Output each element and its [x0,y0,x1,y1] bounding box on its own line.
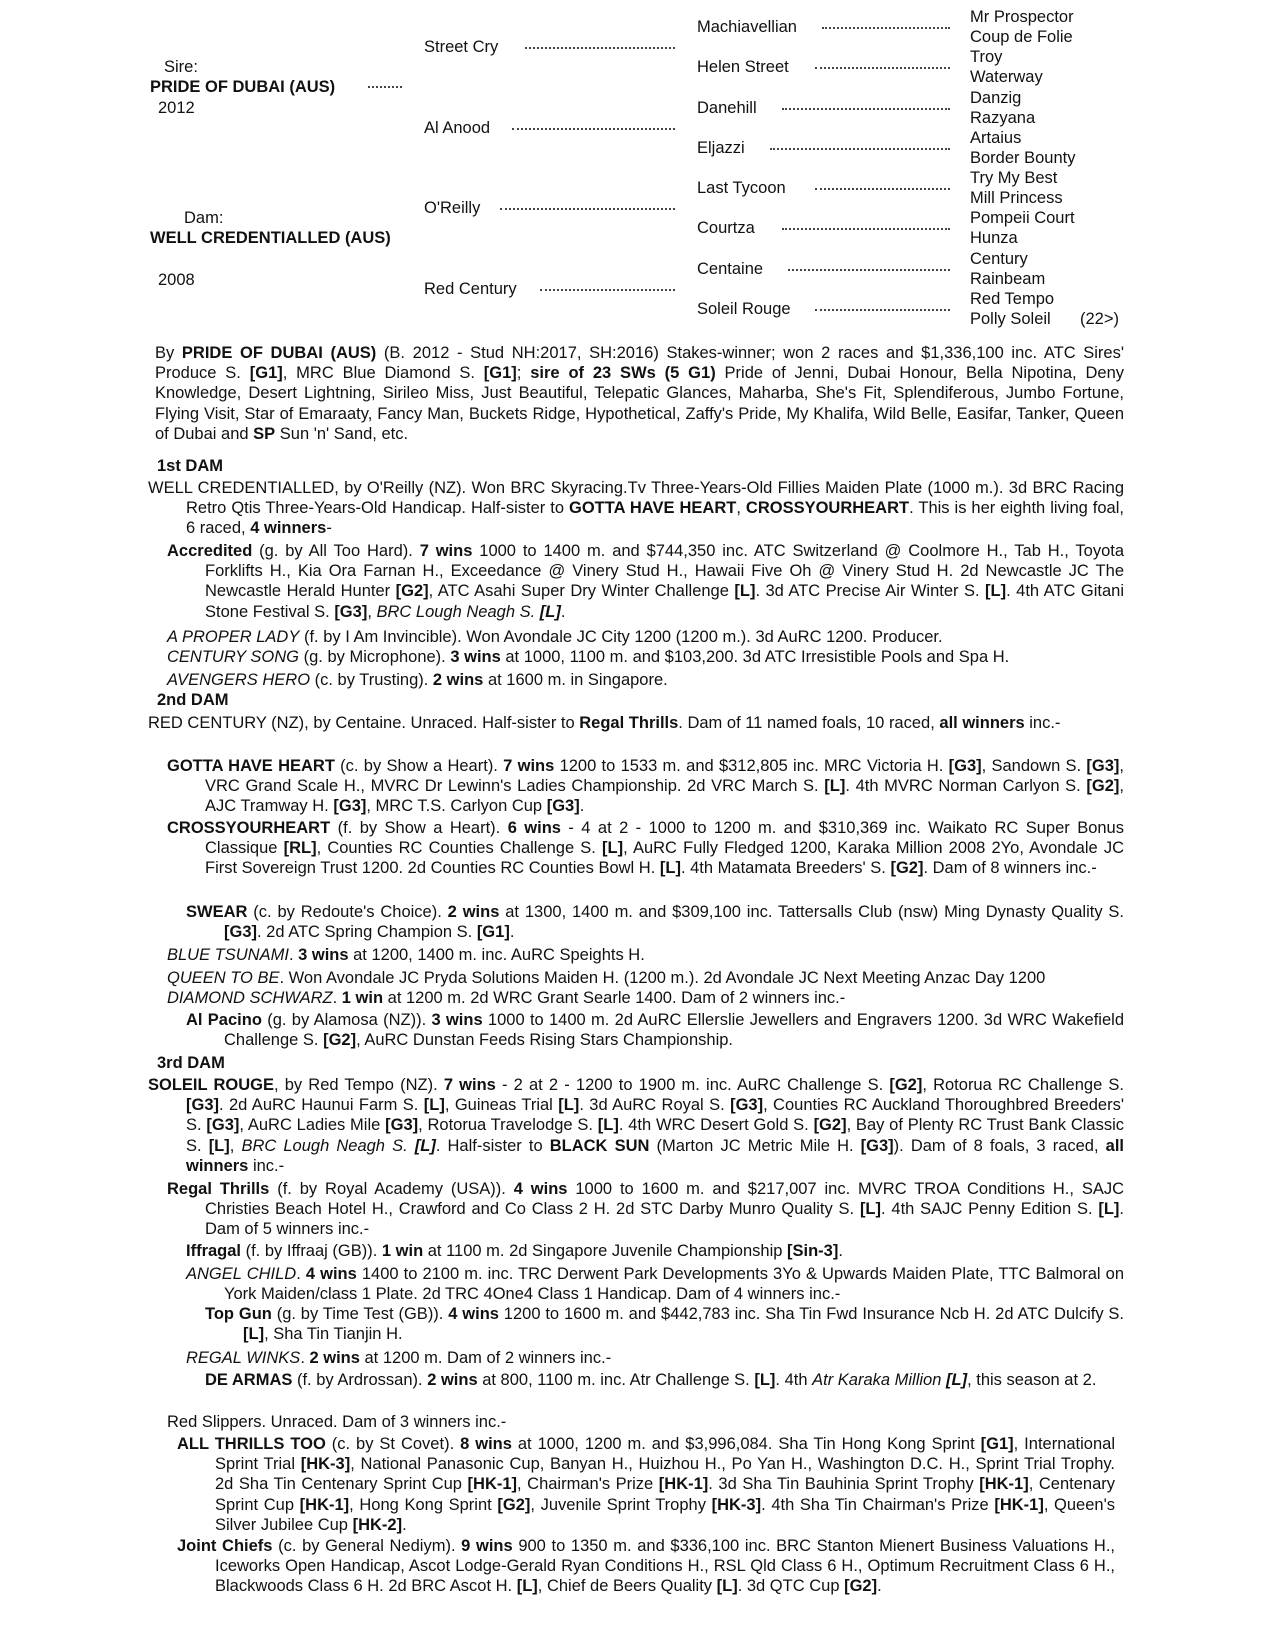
gen4-2: Coup de Folie [970,28,1073,46]
gen3-2: Helen Street [697,58,789,76]
gen2-connector [512,128,675,130]
gen3-1: Machiavellian [697,18,797,36]
sire-label: Sire: [164,58,198,76]
entry-regal-thrills: Regal Thrills (f. by Royal Academy (USA)). 4 wins 1000 to 1600 m. and $217,007 inc. MVRC TROA Conditions H., SAJC Christies Beach Hotel H., Crawford and Co Class 2 H. 2d STC Darby Munro Quality S. [L]. 4th SAJC Penny Edition S. [L]. Dam of 5 winners inc.- [167,1180,1125,1239]
gen2-1: Street Cry [424,38,499,56]
sire-name: PRIDE OF DUBAI (AUS) [150,78,336,96]
gen3-3: Danehill [697,99,757,117]
gen3-connector [815,309,950,311]
sire-summary: By PRIDE OF DUBAI (AUS) (B. 2012 - Stud NH:2017, SH:2016) Stakes-winner; won 2 races and $1,336,100 inc. ATC Sires' Produce S. [G1], MRC Blue Diamond S. [G1]; sire of 23 SWs (5 G1) Pride of Jenni, Dubai Honour, Bella Nipotina, Deny Knowledge, Desert Lightning, Sirileo Miss, Just Beautiful, Telepatic Glances, Maharba, She's Fit, Splendiferous, Jumbo Fortune, Flying Visit, Star of Emaraaty, Fancy Man, Buckets Ridge, Hypothetical, Zaffy's Pride, My Khalifa, Wild Belle, Easifar, Tanker, Queen of Dubai and SP Sun 'n' Sand, etc. [155,344,1125,443]
entry-red-slippers: Red Slippers. Unraced. Dam of 3 winners inc.- [167,1413,507,1431]
gen3-4: Eljazzi [697,139,745,157]
gen2-4: Red Century [424,280,517,298]
entry-al-pacino: Al Pacino (g. by Alamosa (NZ)). 3 wins 1000 to 1400 m. 2d AuRC Ellerslie Jewellers and Engravers 1200. 3d WRC Wakefield Challenge S. [G2], AuRC Dunstan Feeds Rising Stars Championship. [186,1011,1124,1050]
entry-top-gun: Top Gun (g. by Time Test (GB)). 4 wins 1200 to 1600 m. and $442,783 inc. Sha Tin Fwd Insurance Ncb H. 2d ATC Dulcify S. [L], Sha Tin Tianjin H. [205,1305,1125,1344]
entry-crossyourheart: CROSSYOURHEART (f. by Show a Heart). 6 wins - 4 at 2 - 1000 to 1200 m. and $310,369 inc. Waikato RC Super Bonus Classique [RL], Counties RC Counties Challenge S. [L], AuRC Fully Fledged 1200, Karaka Million 2008 2Yo, Avondale JC First Sovereign Trust 1200. 2d Counties RC Counties Bowl H. [L]. 4th Matamata Breeders' S. [G2]. Dam of 8 winners inc.- [167,819,1124,878]
dam-name: WELL CREDENTIALLED (AUS) [150,229,391,247]
gen3-6: Courtza [697,219,755,237]
gen2-connector [540,289,675,291]
entry-gotta-have-heart: GOTTA HAVE HEART (c. by Show a Heart). 7 wins 1200 to 1533 m. and $312,805 inc. MRC Victoria H. [G3], Sandown S. [G3], VRC Grand Scale H., MVRC Dr Lewinn's Ladies Championship. 2d VRC March S. [L]. 4th MVRC Norman Carlyon S. [G2], AJC Tramway H. [G3], MRC T.S. Carlyon Cup [G3]. [167,757,1124,816]
dam-year: 2008 [158,271,195,289]
entry-avengers-hero: AVENGERS HERO (c. by Trusting). 2 wins at 1600 m. in Singapore. [167,671,668,689]
entry-a-proper-lady: A PROPER LADY (f. by I Am Invincible). Won Avondale JC City 1200 (1200 m.). 3d AuRC 1200. Producer. [167,628,943,646]
entry-angel-child: ANGEL CHILD. 4 wins 1400 to 2100 m. inc. TRC Derwent Park Developments 3Yo & Upwards Maiden Plate, TTC Balmoral on York Maiden/class 1 Plate. 2d TRC 4One4 Class 1 Handicap. Dam of 4 winners inc.- [186,1265,1125,1304]
gen3-connector [770,148,950,150]
entry-second-dam: RED CENTURY (NZ), by Centaine. Unraced. Half-sister to Regal Thrills. Dam of 11 named foals, 10 raced, all winners inc.- [148,714,1061,732]
gen4-16: Polly Soleil [970,310,1051,328]
gen4-9: Try My Best [970,169,1058,187]
gen4-3: Troy [970,48,1003,66]
gen3-connector [822,27,950,29]
gen3-connector [815,188,950,190]
entry-diamond-schwarz: DIAMOND SCHWARZ. 1 win at 1200 m. 2d WRC Grant Searle 1400. Dam of 2 winners inc.- [167,989,846,1007]
entry-blue-tsunami: BLUE TSUNAMI. 3 wins at 1200, 1400 m. inc. AuRC Speights H. [167,946,645,964]
gen2-2: Al Anood [424,119,491,137]
sire-connector [368,86,402,88]
gen3-connector [782,228,950,230]
entry-all-thrills-too: ALL THRILLS TOO (c. by St Covet). 8 wins at 1000, 1200 m. and $3,996,084. Sha Tin Hong Kong Sprint [G1], International Sprint Trial [HK-3], National Panasonic Cup, Banyan H., Huizhou H., Po Yan H., Washington D.C. H., Sprint Trial Trophy. 2d Sha Tin Centenary Sprint Cup [HK-1], Chairman's Prize [HK-1]. 3d Sha Tin Bauhinia Sprint Trophy [HK-1], Centenary Sprint Cup [HK-1], Hong Kong Sprint [G2], Juvenile Sprint Trophy [HK-3]. 4th Sha Tin Chairman's Prize [HK-1], Queen's Silver Jubilee Cup [HK-2]. [177,1435,1116,1534]
gen4-8: Border Bounty [970,149,1076,167]
sire-year: 2012 [158,99,195,117]
gen4-5: Danzig [970,89,1022,107]
gen2-3: O'Reilly [424,199,481,217]
gen3-7: Centaine [697,260,764,278]
gen3-connector [782,108,950,110]
entry-queen-to-be: QUEEN TO BE. Won Avondale JC Pryda Solutions Maiden H. (1200 m.). 2d Avondale JC Next Meeting Anzac Day 1200 [167,969,1046,987]
entry-first-dam: WELL CREDENTIALLED, by O'Reilly (NZ). Won BRC Skyracing.Tv Three-Years-Old Fillies Maiden Plate (1000 m.). 3d BRC Racing Retro Qtis Three-Years-Old Handicap. Half-sister to GOTTA HAVE HEART, CROSSYOURHEART. This is her eighth living foal, 6 raced, 4 winners- [148,479,1124,538]
gen4-15: Red Tempo [970,290,1055,308]
gen3-5: Last Tycoon [697,179,786,197]
entry-third-dam: SOLEIL ROUGE, by Red Tempo (NZ). 7 wins - 2 at 2 - 1200 to 1900 m. inc. AuRC Challenge S. [G2], Rotorua RC Challenge S. [G3]. 2d AuRC Haunui Farm S. [L], Guineas Trial [L]. 3d AuRC Royal S. [G3], Counties RC Auckland Thoroughbred Breeders' S. [G3], AuRC Ladies Mile [G3], Rotorua Travelodge S. [L]. 4th WRC Desert Gold S. [G2], Bay of Plenty RC Trust Bank Classic S. [L], BRC Lough Neagh S. [L]. Half-sister to BLACK SUN (Marton JC Metric Mile H. [G3]). Dam of 8 foals, 3 raced, all winners inc.- [148,1076,1125,1175]
gen4-14: Rainbeam [970,270,1046,288]
second-dam-heading: 2nd DAM [157,691,229,709]
gen2-connector [525,47,675,49]
entry-regal-winks: REGAL WINKS. 2 wins at 1200 m. Dam of 2 winners inc.- [186,1349,612,1367]
gen3-connector [815,67,950,69]
gen2-connector [500,208,675,210]
first-dam-heading: 1st DAM [157,457,224,475]
entry-swear: SWEAR (c. by Redoute's Choice). 2 wins at 1300, 1400 m. and $309,100 inc. Tattersalls Club (nsw) Ming Dynasty Quality S. [G3]. 2d ATC Spring Champion S. [G1]. [186,903,1125,942]
gen3-8: Soleil Rouge [697,300,791,318]
gen4-4: Waterway [970,68,1043,86]
entry-de-armas: DE ARMAS (f. by Ardrossan). 2 wins at 800, 1100 m. inc. Atr Challenge S. [L]. 4th Atr Karaka Million [L], this season at 2. [205,1371,1097,1389]
gen4-7: Artaius [970,129,1022,147]
gen4-6: Razyana [970,109,1036,127]
gen4-12: Hunza [970,229,1018,247]
third-dam-heading: 3rd DAM [157,1054,225,1072]
gen4-1: Mr Prospector [970,8,1074,26]
gen4-11: Pompeii Court [970,209,1075,227]
dam-label: Dam: [184,209,224,227]
gen4-note: (22>) [1080,310,1119,328]
gen4-13: Century [970,250,1028,268]
entry-joint-chiefs: Joint Chiefs (c. by General Nediym). 9 wins 900 to 1350 m. and $336,100 inc. BRC Stanton Mienert Business Valuations H., Iceworks Open Handicap, Ascot Lodge-Gerald Ryan Conditions H., RSL Qld Class 6 H., Optimum Recruitment Class 6 H., Blackwoods Class 6 H. 2d BRC Ascot H. [L], Chief de Beers Quality [L]. 3d QTC Cup [G2]. [177,1537,1115,1596]
entry-accredited: Accredited (g. by All Too Hard). 7 wins 1000 to 1400 m. and $744,350 inc. ATC Switzerland @ Coolmore H., Tab H., Toyota Forklifts H., Kia Ora Farnan H., Exceedance @ Vinery Stud H., Hawaii Five Oh @ Vinery Stud H. 2d Newcastle JC The Newcastle Herald Hunter [G2], ATC Asahi Super Dry Winter Challenge [L]. 3d ATC Precise Air Winter S. [L]. 4th ATC Gitani Stone Festival S. [G3], BRC Lough Neagh S. [L]. [167,542,1125,621]
gen4-10: Mill Princess [970,189,1063,207]
entry-century-song: CENTURY SONG (g. by Microphone). 3 wins at 1000, 1100 m. and $103,200. 3d ATC Irresistible Pools and Spa H. [167,648,1010,666]
gen3-connector [788,269,950,271]
entry-iffragal: Iffragal (f. by Iffraaj (GB)). 1 win at 1100 m. 2d Singapore Juvenile Championship [Sin-3]. [186,1242,843,1260]
